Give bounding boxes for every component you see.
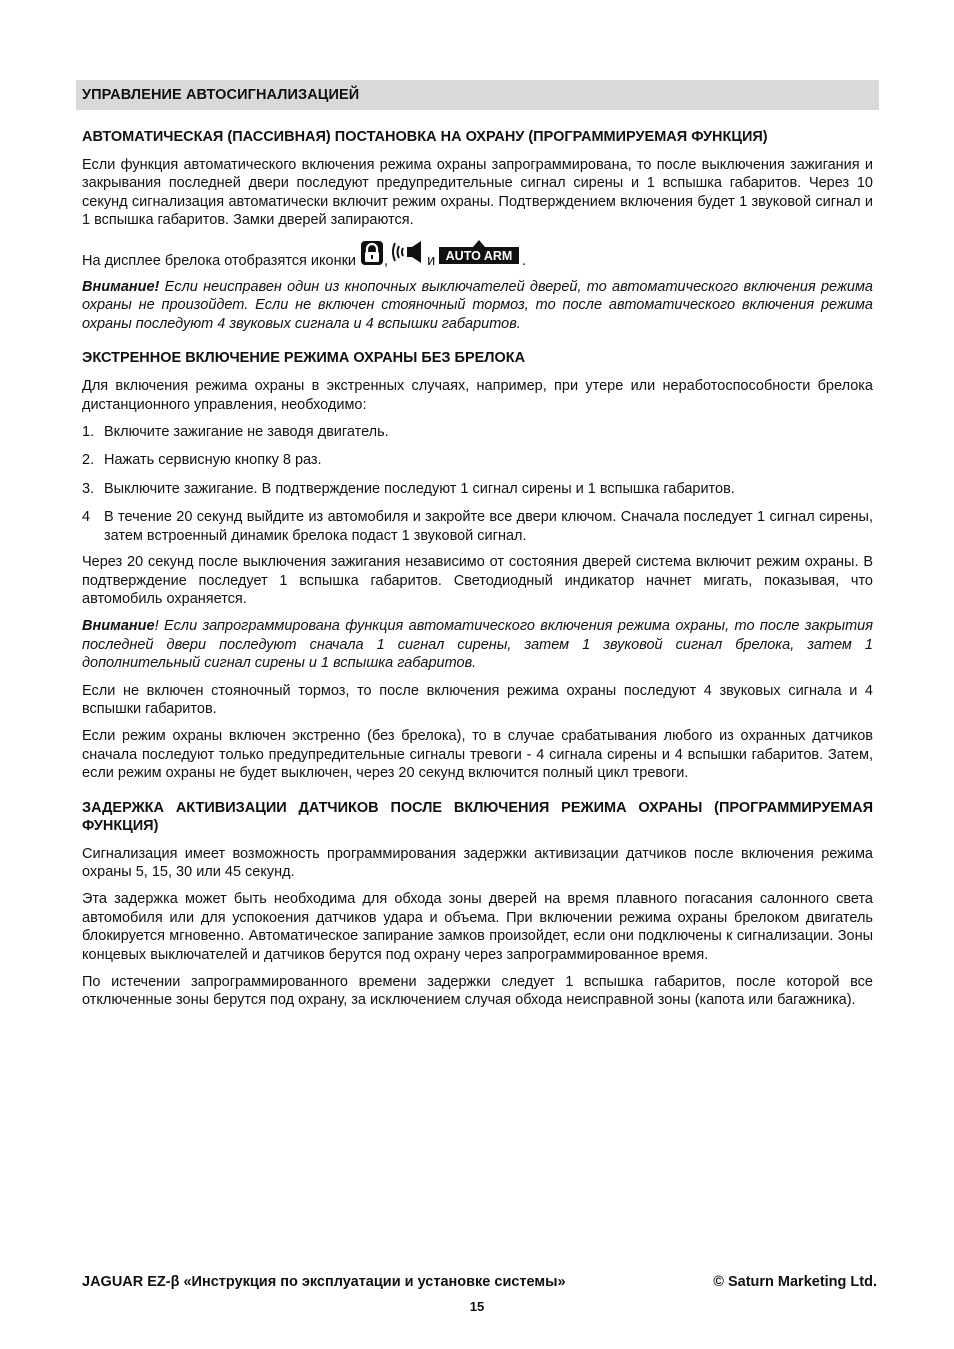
warning-label: Внимание	[82, 618, 155, 635]
step-text: Нажать сервисную кнопку 8 раз.	[104, 452, 322, 469]
list-item	[82, 423, 873, 441]
siren-icon	[391, 239, 425, 270]
footer-document-title: JAGUAR EZ-β «Инструкция по эксплуатации и установке системы»	[82, 1274, 566, 1290]
icons-separator-and: и	[427, 252, 436, 269]
lock-icon	[361, 241, 383, 270]
paragraph-delay-options: Сигнализация имеет возможность программирования задержки активизации датчиков после включения режима охраны 5, 15, 30 или 45 секунд.	[82, 845, 873, 880]
list-item	[82, 480, 873, 498]
section-title: УПРАВЛЕНИЕ АВТОСИГНАЛИЗАЦИЕЙ	[82, 87, 360, 103]
warning-text: ! Если запрограммирована функция автоматического включения режима охраны, то после закрытия последней двери последуют сначала 1 сигнал сирены, затем 1 звуковой сигнал брелока, затем 1 дополнительный сигнал сирены и 1 вспышка габаритов.	[82, 618, 873, 672]
step-text: Выключите зажигание. В подтверждение последуют 1 сигнал сирены и 1 вспышка габаритов.	[104, 480, 735, 497]
page-number: 15	[469, 1299, 485, 1314]
paragraph-delay-purpose: Эта задержка может быть необходима для обхода зоны дверей на время плавного погасания салонного света автомобиля или для успокоения датчиков удара и объема. При включении режима охраны брелоком двигатель блокируется мгновенно. Автоматическое запирание замков произойдет, если они подключены к сигнализации. Зоны концевых выключателей и датчиков берутся под охрану через запрограммированное время.	[82, 891, 873, 963]
auto-arm-label: AUTO ARM	[445, 248, 513, 263]
paragraph-emergency-warning	[82, 617, 873, 672]
icons-separator-comma: ,	[384, 252, 389, 269]
step-text: Включите зажигание не заводя двигатель.	[104, 424, 389, 441]
heading-auto-arm: АВТОМАТИЧЕСКАЯ (ПАССИВНАЯ) ПОСТАНОВКА НА ОХРАНУ (ПРОГРАММИРУЕМАЯ ФУНКЦИЯ)	[82, 129, 768, 145]
footer-copyright: © Saturn Marketing Ltd.	[713, 1274, 877, 1290]
warning-text: Если неисправен один из кнопочных выключателей дверей, то автоматического включения режима охраны не произойдет. Если не включен стояночный тормоз, то после автоматического включения режима охраны последуют 4 звуковых сигнала и 4 вспышки габаритов.	[82, 279, 873, 332]
display-icons-line	[82, 239, 873, 270]
section-header-bar	[76, 80, 879, 110]
icons-line-text: На дисплее брелока отобразятся иконки	[82, 252, 357, 269]
list-item	[82, 508, 873, 545]
heading-sensor-delay: ЗАДЕРЖКА АКТИВИЗАЦИИ ДАТЧИКОВ ПОСЛЕ ВКЛЮЧЕНИЯ РЕЖИМА ОХРАНЫ (ПРОГРАММИРУЕМАЯ ФУНКЦИЯ)	[82, 799, 873, 834]
step-text: В течение 20 секунд выйдите из автомобиля и закройте все двери ключом. Сначала последует 1 сигнал сирены, затем встроенный динамик брелока подаст 1 звуковой сигнал.	[104, 509, 873, 544]
paragraph-emergency-alarm: Если режим охраны включен экстренно (без брелока), то в случае срабатывания любого из охранных датчиков сначала последуют только предупредительные сигналы тревоги - 4 сигнала сирены и 4 вспышки габаритов. Затем, если режим охраны не будет выключен, через 20 секунд включится полный цикл тревоги.	[82, 728, 873, 782]
auto-arm-icon	[437, 239, 521, 270]
page-content	[82, 128, 873, 1019]
list-item	[82, 451, 873, 469]
paragraph-arm-after-20s: Через 20 секунд после выключения зажигания независимо от состояния дверей система включит режим охраны. В подтверждение последует 1 вспышка габаритов. Светодиодный индикатор начнет мигать, показывая, что автомобиль охраняется.	[82, 554, 873, 607]
paragraph-emergency-intro: Для включения режима охраны в экстренных случаях, например, при утере или неработоспособности брелока дистанционного управления, необходимо:	[82, 378, 873, 413]
icons-line-end: .	[522, 252, 527, 269]
paragraph-auto-arm-warning	[82, 278, 873, 333]
heading-emergency-arm: ЭКСТРЕННОЕ ВКЛЮЧЕНИЕ РЕЖИМА ОХРАНЫ БЕЗ БРЕЛОКА	[82, 350, 526, 367]
paragraph-auto-arm-description: Если функция автоматического включения режима охраны запрограммирована, то после выключения зажигания и закрывания последней двери последуют предупредительные сигнал сирены и 1 вспышка габаритов. Через 10 секунд сигнализация автоматически включит режим охраны. Подтверждением включения будет 1 звуковой сигнал и 1 вспышка габаритов. Замки дверей запираются.	[82, 157, 873, 229]
paragraph-parking-brake: Если не включен стояночный тормоз, то после включения режима охраны последуют 4 звуковых сигнала и 4 вспышки габаритов.	[82, 682, 873, 717]
step-number: 4	[82, 509, 91, 526]
step-number: 1.	[82, 424, 95, 441]
emergency-steps-list	[82, 423, 873, 545]
step-number: 2.	[82, 452, 95, 469]
paragraph-delay-expiry: По истечении запрограммированного времени задержки следует 1 вспышка габаритов, после которой все отключенные зоны берутся под охрану, за исключением случая обхода неисправной зоны (капота или багажника).	[82, 974, 873, 1009]
page-footer	[82, 1274, 877, 1290]
warning-label: Внимание!	[82, 279, 160, 296]
step-number: 3.	[82, 480, 95, 497]
